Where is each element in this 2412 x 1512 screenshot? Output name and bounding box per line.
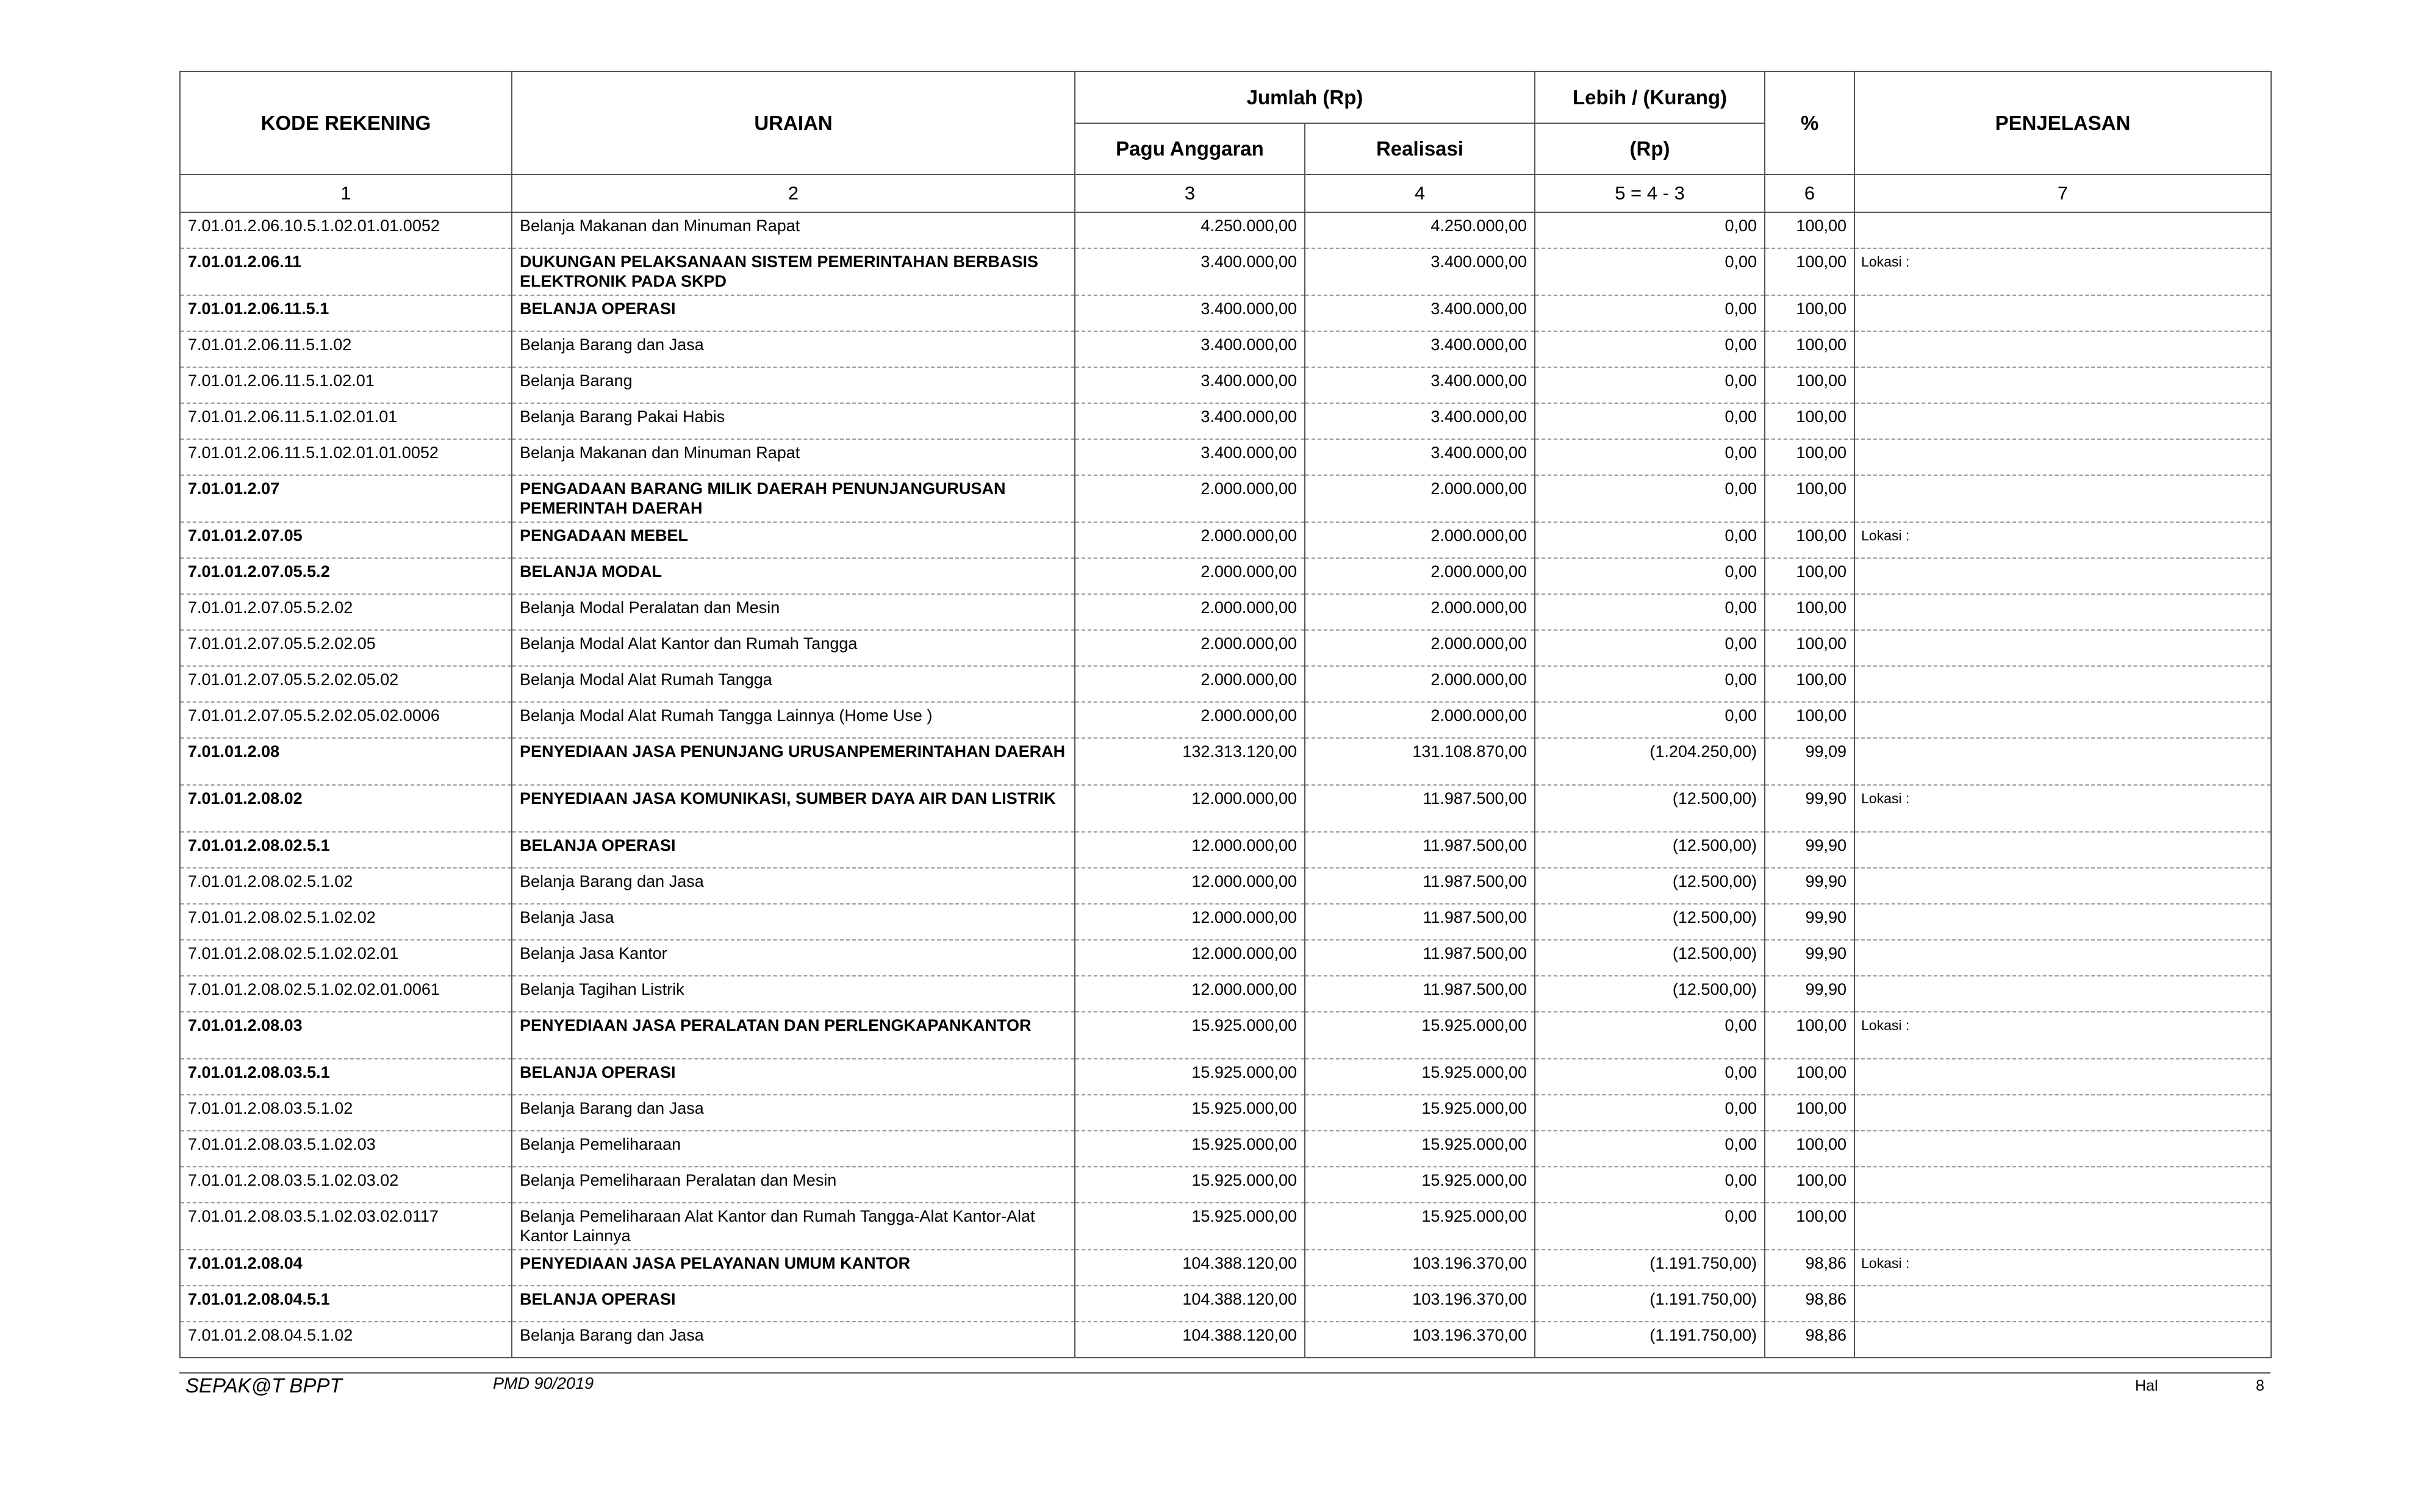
- pagu-anggaran-cell: 2.000.000,00: [1075, 666, 1305, 702]
- header-uraian: URAIAN: [512, 71, 1075, 174]
- header-penjelasan: PENJELASAN: [1854, 71, 2271, 174]
- table-row: [180, 738, 2271, 785]
- header-rp: (Rp): [1535, 123, 1765, 174]
- persen-cell: 100,00: [1765, 666, 1854, 702]
- penjelasan-cell: [1854, 666, 2271, 702]
- realisasi-cell: 2.000.000,00: [1305, 522, 1535, 558]
- lebih-kurang-cell: (1.191.750,00): [1535, 1286, 1765, 1322]
- realisasi-cell: 103.196.370,00: [1305, 1250, 1535, 1286]
- pagu-anggaran-cell: 12.000.000,00: [1075, 904, 1305, 940]
- penjelasan-cell: [1854, 1203, 2271, 1250]
- table-row: [180, 1167, 2271, 1203]
- pagu-anggaran-cell: 2.000.000,00: [1075, 558, 1305, 594]
- persen-cell: 99,09: [1765, 738, 1854, 785]
- kode-rekening-cell: 7.01.01.2.08.02: [180, 785, 512, 832]
- table-row: [180, 439, 2271, 475]
- lebih-kurang-cell: 0,00: [1535, 522, 1765, 558]
- lebih-kurang-cell: (12.500,00): [1535, 976, 1765, 1012]
- table-row: [180, 1203, 2271, 1250]
- kode-rekening-cell: 7.01.01.2.07.05.5.2.02: [180, 594, 512, 630]
- penjelasan-cell: [1854, 367, 2271, 403]
- realisasi-cell: 15.925.000,00: [1305, 1059, 1535, 1095]
- uraian-cell: PENGADAAN BARANG MILIK DAERAH PENUNJANGURUSAN PEMERINTAH DAERAH: [512, 475, 1075, 522]
- header-jumlah: Jumlah (Rp): [1075, 71, 1535, 123]
- realisasi-cell: 11.987.500,00: [1305, 904, 1535, 940]
- col-number: 4: [1305, 174, 1535, 212]
- persen-cell: 100,00: [1765, 702, 1854, 738]
- uraian-cell: BELANJA OPERASI: [512, 1059, 1075, 1095]
- table-row: [180, 1250, 2271, 1286]
- kode-rekening-cell: 7.01.01.2.08.02.5.1.02: [180, 868, 512, 904]
- persen-cell: 100,00: [1765, 1131, 1854, 1167]
- kode-rekening-cell: 7.01.01.2.07.05.5.2.02.05.02.0006: [180, 702, 512, 738]
- realisasi-cell: 3.400.000,00: [1305, 367, 1535, 403]
- pagu-anggaran-cell: 12.000.000,00: [1075, 976, 1305, 1012]
- penjelasan-cell: [1854, 212, 2271, 248]
- pagu-anggaran-cell: 104.388.120,00: [1075, 1322, 1305, 1358]
- lebih-kurang-cell: (12.500,00): [1535, 785, 1765, 832]
- lebih-kurang-cell: 0,00: [1535, 1012, 1765, 1059]
- realisasi-cell: 131.108.870,00: [1305, 738, 1535, 785]
- header-persen: %: [1765, 71, 1854, 174]
- persen-cell: 98,86: [1765, 1286, 1854, 1322]
- kode-rekening-cell: 7.01.01.2.06.11.5.1.02.01.01.0052: [180, 439, 512, 475]
- pagu-anggaran-cell: 2.000.000,00: [1075, 522, 1305, 558]
- lebih-kurang-cell: 0,00: [1535, 630, 1765, 666]
- kode-rekening-cell: 7.01.01.2.08.03.5.1.02: [180, 1095, 512, 1131]
- persen-cell: 99,90: [1765, 868, 1854, 904]
- budget-realization-table: [179, 71, 2272, 1358]
- persen-cell: 98,86: [1765, 1250, 1854, 1286]
- kode-rekening-cell: 7.01.01.2.06.11.5.1: [180, 295, 512, 331]
- kode-rekening-cell: 7.01.01.2.07.05.5.2.02.05: [180, 630, 512, 666]
- pagu-anggaran-cell: 3.400.000,00: [1075, 403, 1305, 439]
- lebih-kurang-cell: 0,00: [1535, 295, 1765, 331]
- persen-cell: 100,00: [1765, 558, 1854, 594]
- uraian-cell: Belanja Tagihan Listrik: [512, 976, 1075, 1012]
- realisasi-cell: 11.987.500,00: [1305, 976, 1535, 1012]
- penjelasan-cell: [1854, 940, 2271, 976]
- persen-cell: 100,00: [1765, 594, 1854, 630]
- table-row: [180, 1286, 2271, 1322]
- persen-cell: 99,90: [1765, 976, 1854, 1012]
- uraian-cell: Belanja Barang dan Jasa: [512, 1095, 1075, 1131]
- pagu-anggaran-cell: 15.925.000,00: [1075, 1131, 1305, 1167]
- persen-cell: 99,90: [1765, 904, 1854, 940]
- realisasi-cell: 15.925.000,00: [1305, 1203, 1535, 1250]
- penjelasan-cell: [1854, 1095, 2271, 1131]
- lebih-kurang-cell: 0,00: [1535, 331, 1765, 367]
- realisasi-cell: 3.400.000,00: [1305, 248, 1535, 295]
- realisasi-cell: 2.000.000,00: [1305, 594, 1535, 630]
- lebih-kurang-cell: 0,00: [1535, 558, 1765, 594]
- penjelasan-cell: [1854, 439, 2271, 475]
- lebih-kurang-cell: 0,00: [1535, 594, 1765, 630]
- realisasi-cell: 4.250.000,00: [1305, 212, 1535, 248]
- realisasi-cell: 2.000.000,00: [1305, 475, 1535, 522]
- table-row: [180, 904, 2271, 940]
- penjelasan-cell: [1854, 1059, 2271, 1095]
- pagu-anggaran-cell: 104.388.120,00: [1075, 1286, 1305, 1322]
- persen-cell: 100,00: [1765, 248, 1854, 295]
- persen-cell: 100,00: [1765, 367, 1854, 403]
- penjelasan-cell: [1854, 1131, 2271, 1167]
- col-number: 3: [1075, 174, 1305, 212]
- header-lebih-kurang: Lebih / (Kurang): [1535, 71, 1765, 123]
- uraian-cell: Belanja Barang dan Jasa: [512, 331, 1075, 367]
- realisasi-cell: 15.925.000,00: [1305, 1167, 1535, 1203]
- uraian-cell: Belanja Pemeliharaan: [512, 1131, 1075, 1167]
- pagu-anggaran-cell: 3.400.000,00: [1075, 248, 1305, 295]
- table-row: [180, 868, 2271, 904]
- table-row: [180, 1012, 2271, 1059]
- table-row: [180, 558, 2271, 594]
- pagu-anggaran-cell: 12.000.000,00: [1075, 785, 1305, 832]
- realisasi-cell: 2.000.000,00: [1305, 630, 1535, 666]
- lebih-kurang-cell: 0,00: [1535, 702, 1765, 738]
- persen-cell: 100,00: [1765, 295, 1854, 331]
- realisasi-cell: 103.196.370,00: [1305, 1286, 1535, 1322]
- lebih-kurang-cell: 0,00: [1535, 666, 1765, 702]
- table-row: [180, 522, 2271, 558]
- kode-rekening-cell: 7.01.01.2.08.02.5.1: [180, 832, 512, 868]
- penjelasan-cell: Lokasi :: [1854, 1012, 2271, 1059]
- pagu-anggaran-cell: 15.925.000,00: [1075, 1167, 1305, 1203]
- penjelasan-cell: [1854, 1286, 2271, 1322]
- kode-rekening-cell: 7.01.01.2.08.03.5.1.02.03.02.0117: [180, 1203, 512, 1250]
- realisasi-cell: 15.925.000,00: [1305, 1095, 1535, 1131]
- persen-cell: 100,00: [1765, 1095, 1854, 1131]
- uraian-cell: PENYEDIAAN JASA PENUNJANG URUSANPEMERINTAHAN DAERAH: [512, 738, 1075, 785]
- kode-rekening-cell: 7.01.01.2.06.10.5.1.02.01.01.0052: [180, 212, 512, 248]
- penjelasan-cell: [1854, 976, 2271, 1012]
- realisasi-cell: 2.000.000,00: [1305, 666, 1535, 702]
- table-row: [180, 940, 2271, 976]
- table-body: [180, 212, 2271, 1358]
- uraian-cell: Belanja Barang Pakai Habis: [512, 403, 1075, 439]
- lebih-kurang-cell: 0,00: [1535, 1059, 1765, 1095]
- penjelasan-cell: [1854, 904, 2271, 940]
- persen-cell: 99,90: [1765, 940, 1854, 976]
- realisasi-cell: 15.925.000,00: [1305, 1012, 1535, 1059]
- penjelasan-cell: Lokasi :: [1854, 785, 2271, 832]
- lebih-kurang-cell: 0,00: [1535, 367, 1765, 403]
- kode-rekening-cell: 7.01.01.2.07.05.5.2: [180, 558, 512, 594]
- kode-rekening-cell: 7.01.01.2.08.03.5.1.02.03: [180, 1131, 512, 1167]
- realisasi-cell: 11.987.500,00: [1305, 832, 1535, 868]
- realisasi-cell: 3.400.000,00: [1305, 295, 1535, 331]
- table-header: [180, 71, 2271, 212]
- kode-rekening-cell: 7.01.01.2.08.03: [180, 1012, 512, 1059]
- pagu-anggaran-cell: 3.400.000,00: [1075, 331, 1305, 367]
- pagu-anggaran-cell: 3.400.000,00: [1075, 439, 1305, 475]
- table-row: [180, 666, 2271, 702]
- realisasi-cell: 3.400.000,00: [1305, 439, 1535, 475]
- pagu-anggaran-cell: 2.000.000,00: [1075, 630, 1305, 666]
- uraian-cell: Belanja Jasa Kantor: [512, 940, 1075, 976]
- table-row: [180, 1059, 2271, 1095]
- lebih-kurang-cell: (12.500,00): [1535, 832, 1765, 868]
- uraian-cell: BELANJA OPERASI: [512, 832, 1075, 868]
- realisasi-cell: 2.000.000,00: [1305, 702, 1535, 738]
- uraian-cell: BELANJA MODAL: [512, 558, 1075, 594]
- penjelasan-cell: [1854, 1167, 2271, 1203]
- lebih-kurang-cell: (1.191.750,00): [1535, 1250, 1765, 1286]
- pagu-anggaran-cell: 4.250.000,00: [1075, 212, 1305, 248]
- realisasi-cell: 3.400.000,00: [1305, 403, 1535, 439]
- penjelasan-cell: [1854, 594, 2271, 630]
- uraian-cell: Belanja Makanan dan Minuman Rapat: [512, 439, 1075, 475]
- lebih-kurang-cell: 0,00: [1535, 403, 1765, 439]
- pagu-anggaran-cell: 15.925.000,00: [1075, 1203, 1305, 1250]
- pagu-anggaran-cell: 12.000.000,00: [1075, 832, 1305, 868]
- table-row: [180, 630, 2271, 666]
- kode-rekening-cell: 7.01.01.2.06.11.5.1.02.01.01: [180, 403, 512, 439]
- lebih-kurang-cell: 0,00: [1535, 1167, 1765, 1203]
- table-row: [180, 785, 2271, 832]
- table-row: [180, 1322, 2271, 1358]
- kode-rekening-cell: 7.01.01.2.08.04.5.1: [180, 1286, 512, 1322]
- uraian-cell: Belanja Modal Peralatan dan Mesin: [512, 594, 1075, 630]
- table-row: [180, 475, 2271, 522]
- pagu-anggaran-cell: 15.925.000,00: [1075, 1059, 1305, 1095]
- footer-app-name: SEPAK@T BPPT: [185, 1374, 342, 1397]
- penjelasan-cell: [1854, 403, 2271, 439]
- lebih-kurang-cell: 0,00: [1535, 1095, 1765, 1131]
- lebih-kurang-cell: 0,00: [1535, 475, 1765, 522]
- penjelasan-cell: [1854, 295, 2271, 331]
- table-row: [180, 331, 2271, 367]
- table-row: [180, 295, 2271, 331]
- header-kode-rekening: KODE REKENING: [180, 71, 512, 174]
- uraian-cell: Belanja Makanan dan Minuman Rapat: [512, 212, 1075, 248]
- footer-regulation: PMD 90/2019: [493, 1374, 594, 1392]
- table-row: [180, 248, 2271, 295]
- lebih-kurang-cell: (12.500,00): [1535, 904, 1765, 940]
- persen-cell: 100,00: [1765, 475, 1854, 522]
- uraian-cell: PENYEDIAAN JASA KOMUNIKASI, SUMBER DAYA AIR DAN LISTRIK: [512, 785, 1075, 832]
- kode-rekening-cell: 7.01.01.2.08.03.5.1.02.03.02: [180, 1167, 512, 1203]
- footer-hal-label: Hal: [2135, 1377, 2158, 1394]
- penjelasan-cell: [1854, 475, 2271, 522]
- penjelasan-cell: [1854, 738, 2271, 785]
- uraian-cell: Belanja Modal Alat Kantor dan Rumah Tangga: [512, 630, 1075, 666]
- table-row: [180, 367, 2271, 403]
- uraian-cell: Belanja Barang: [512, 367, 1075, 403]
- pagu-anggaran-cell: 15.925.000,00: [1075, 1095, 1305, 1131]
- uraian-cell: Belanja Pemeliharaan Alat Kantor dan Rumah Tangga-Alat Kantor-Alat Kantor Lainnya: [512, 1203, 1075, 1250]
- uraian-cell: PENYEDIAAN JASA PERALATAN DAN PERLENGKAPANKANTOR: [512, 1012, 1075, 1059]
- pagu-anggaran-cell: 12.000.000,00: [1075, 940, 1305, 976]
- table-row: [180, 832, 2271, 868]
- penjelasan-cell: [1854, 630, 2271, 666]
- kode-rekening-cell: 7.01.01.2.06.11.5.1.02: [180, 331, 512, 367]
- kode-rekening-cell: 7.01.01.2.07.05: [180, 522, 512, 558]
- realisasi-cell: 2.000.000,00: [1305, 558, 1535, 594]
- kode-rekening-cell: 7.01.01.2.08.02.5.1.02.02.01.0061: [180, 976, 512, 1012]
- lebih-kurang-cell: (1.191.750,00): [1535, 1322, 1765, 1358]
- kode-rekening-cell: 7.01.01.2.06.11: [180, 248, 512, 295]
- realisasi-cell: 11.987.500,00: [1305, 940, 1535, 976]
- lebih-kurang-cell: (1.204.250,00): [1535, 738, 1765, 785]
- realisasi-cell: 103.196.370,00: [1305, 1322, 1535, 1358]
- col-number: 7: [1854, 174, 2271, 212]
- realisasi-cell: 15.925.000,00: [1305, 1131, 1535, 1167]
- lebih-kurang-cell: 0,00: [1535, 1131, 1765, 1167]
- kode-rekening-cell: 7.01.01.2.08.04: [180, 1250, 512, 1286]
- penjelasan-cell: Lokasi :: [1854, 1250, 2271, 1286]
- penjelasan-cell: Lokasi :: [1854, 248, 2271, 295]
- uraian-cell: Belanja Modal Alat Rumah Tangga Lainnya (Home Use ): [512, 702, 1075, 738]
- kode-rekening-cell: 7.01.01.2.07.05.5.2.02.05.02: [180, 666, 512, 702]
- pagu-anggaran-cell: 3.400.000,00: [1075, 295, 1305, 331]
- lebih-kurang-cell: 0,00: [1535, 212, 1765, 248]
- table-row: [180, 594, 2271, 630]
- table-row: [180, 1095, 2271, 1131]
- persen-cell: 100,00: [1765, 522, 1854, 558]
- uraian-cell: PENYEDIAAN JASA PELAYANAN UMUM KANTOR: [512, 1250, 1075, 1286]
- uraian-cell: DUKUNGAN PELAKSANAAN SISTEM PEMERINTAHAN BERBASIS ELEKTRONIK PADA SKPD: [512, 248, 1075, 295]
- persen-cell: 100,00: [1765, 212, 1854, 248]
- col-number: 6: [1765, 174, 1854, 212]
- kode-rekening-cell: 7.01.01.2.08.04.5.1.02: [180, 1322, 512, 1358]
- persen-cell: 100,00: [1765, 1059, 1854, 1095]
- penjelasan-cell: [1854, 331, 2271, 367]
- persen-cell: 100,00: [1765, 630, 1854, 666]
- persen-cell: 100,00: [1765, 439, 1854, 475]
- table-row: [180, 212, 2271, 248]
- lebih-kurang-cell: 0,00: [1535, 248, 1765, 295]
- persen-cell: 100,00: [1765, 1012, 1854, 1059]
- uraian-cell: Belanja Modal Alat Rumah Tangga: [512, 666, 1075, 702]
- pagu-anggaran-cell: 132.313.120,00: [1075, 738, 1305, 785]
- col-number: 5 = 4 - 3: [1535, 174, 1765, 212]
- persen-cell: 99,90: [1765, 832, 1854, 868]
- penjelasan-cell: [1854, 832, 2271, 868]
- lebih-kurang-cell: (12.500,00): [1535, 868, 1765, 904]
- persen-cell: 98,86: [1765, 1322, 1854, 1358]
- uraian-cell: Belanja Jasa: [512, 904, 1075, 940]
- header-realisasi: Realisasi: [1305, 123, 1535, 174]
- penjelasan-cell: [1854, 558, 2271, 594]
- uraian-cell: Belanja Pemeliharaan Peralatan dan Mesin: [512, 1167, 1075, 1203]
- persen-cell: 99,90: [1765, 785, 1854, 832]
- pagu-anggaran-cell: 2.000.000,00: [1075, 702, 1305, 738]
- footer-page-number: 8: [2256, 1377, 2264, 1394]
- table-row: [180, 1131, 2271, 1167]
- uraian-cell: Belanja Barang dan Jasa: [512, 868, 1075, 904]
- kode-rekening-cell: 7.01.01.2.07: [180, 475, 512, 522]
- footer-rule: [179, 1372, 2270, 1374]
- persen-cell: 100,00: [1765, 1203, 1854, 1250]
- table-row: [180, 976, 2271, 1012]
- persen-cell: 100,00: [1765, 403, 1854, 439]
- penjelasan-cell: [1854, 702, 2271, 738]
- lebih-kurang-cell: 0,00: [1535, 1203, 1765, 1250]
- realisasi-cell: 11.987.500,00: [1305, 868, 1535, 904]
- kode-rekening-cell: 7.01.01.2.06.11.5.1.02.01: [180, 367, 512, 403]
- lebih-kurang-cell: 0,00: [1535, 439, 1765, 475]
- col-number: 2: [512, 174, 1075, 212]
- uraian-cell: PENGADAAN MEBEL: [512, 522, 1075, 558]
- pagu-anggaran-cell: 104.388.120,00: [1075, 1250, 1305, 1286]
- pagu-anggaran-cell: 3.400.000,00: [1075, 367, 1305, 403]
- kode-rekening-cell: 7.01.01.2.08.02.5.1.02.02: [180, 904, 512, 940]
- table-row: [180, 702, 2271, 738]
- col-number: 1: [180, 174, 512, 212]
- uraian-cell: BELANJA OPERASI: [512, 1286, 1075, 1322]
- lebih-kurang-cell: (12.500,00): [1535, 940, 1765, 976]
- pagu-anggaran-cell: 2.000.000,00: [1075, 594, 1305, 630]
- kode-rekening-cell: 7.01.01.2.08: [180, 738, 512, 785]
- penjelasan-cell: Lokasi :: [1854, 522, 2271, 558]
- penjelasan-cell: [1854, 1322, 2271, 1358]
- realisasi-cell: 11.987.500,00: [1305, 785, 1535, 832]
- persen-cell: 100,00: [1765, 1167, 1854, 1203]
- uraian-cell: BELANJA OPERASI: [512, 295, 1075, 331]
- table-row: [180, 403, 2271, 439]
- uraian-cell: Belanja Barang dan Jasa: [512, 1322, 1075, 1358]
- header-pagu-anggaran: Pagu Anggaran: [1075, 123, 1305, 174]
- penjelasan-cell: [1854, 868, 2271, 904]
- pagu-anggaran-cell: 15.925.000,00: [1075, 1012, 1305, 1059]
- kode-rekening-cell: 7.01.01.2.08.02.5.1.02.02.01: [180, 940, 512, 976]
- pagu-anggaran-cell: 12.000.000,00: [1075, 868, 1305, 904]
- realisasi-cell: 3.400.000,00: [1305, 331, 1535, 367]
- pagu-anggaran-cell: 2.000.000,00: [1075, 475, 1305, 522]
- persen-cell: 100,00: [1765, 331, 1854, 367]
- kode-rekening-cell: 7.01.01.2.08.03.5.1: [180, 1059, 512, 1095]
